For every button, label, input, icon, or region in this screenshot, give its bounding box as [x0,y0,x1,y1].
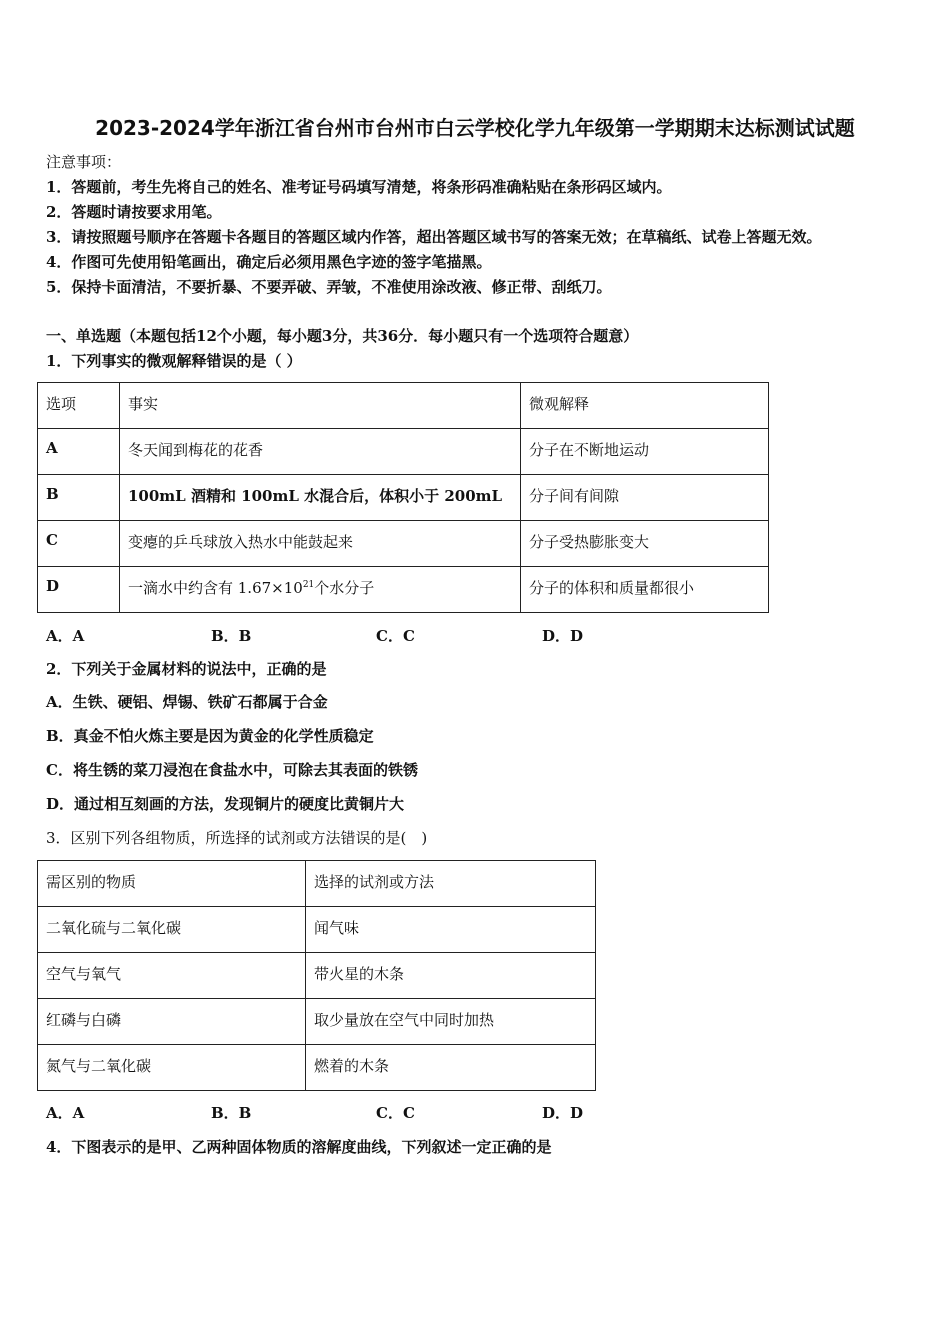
table-row [38,999,596,1045]
option-b[interactable]: B．B [211,1104,252,1122]
notice-item: 4．作图可先使用铅笔画出，确定后必须用黑色字迹的签字笔描黑。 [46,253,492,271]
table-cell: 分子的体积和质量都很小 [521,567,769,613]
notice-item: 5．保持卡面清洁，不要折暴、不要弄破、弄皱，不准使用涂改液、修正带、刮纸刀。 [46,278,612,296]
option-a[interactable]: A．A [46,627,85,645]
table-header-cell: 选项 [38,383,120,429]
table-header-cell: 需区别的物质 [38,861,306,907]
notice-item: 2．答题时请按要求用笔。 [46,203,222,221]
notice-item: 1．答题前，考生先将自己的姓名、准考证号码填写清楚，将条形码准确粘贴在条形码区域内。 [46,178,672,196]
notice-item: 3．请按照题号顺序在答题卡各题目的答题区域内作答，超出答题区域书写的答案无效；在草稿纸、试卷上答题无效。 [46,228,822,246]
option-d[interactable]: D．D [542,627,584,645]
question-3-stem: 3．区别下列各组物质，所选择的试剂或方法错误的是( ) [46,829,428,847]
page-title: 2023-2024学年浙江省台州市台州市白云学校化学九年级第一学期期末达标测试试题 [95,116,855,140]
table-cell: 分子间有间隙 [521,475,769,521]
table-cell: 红磷与白磷 [38,999,306,1045]
table-cell: 冬天闻到梅花的花香 [120,429,521,475]
table-cell: 取少量放在空气中同时加热 [306,999,596,1045]
option-a[interactable]: A．A [46,1104,85,1122]
table-header-cell: 微观解释 [521,383,769,429]
table-row [38,475,769,521]
table-row [38,1045,596,1091]
table-cell: 闻气味 [306,907,596,953]
fact-text: 一滴水中约含有 1.67×10 [128,579,303,597]
table-cell: 带火星的木条 [306,953,596,999]
table-cell: D [38,567,120,613]
section-heading: 一、单选题（本题包括12个小题，每小题3分，共36分．每小题只有一个选项符合题意） [46,327,639,345]
table-row [38,567,769,613]
table-cell [120,567,521,613]
table-cell: B [38,475,120,521]
table-cell: 空气与氧气 [38,953,306,999]
question-2-stem: 2．下列关于金属材料的说法中，正确的是 [46,660,327,678]
option-a[interactable]: A．生铁、硬铝、焊锡、铁矿石都属于合金 [46,693,328,711]
table-cell: 氮气与二氧化碳 [38,1045,306,1091]
table-header-row [38,383,769,429]
option-c[interactable]: C．C [376,627,415,645]
option-b[interactable]: B．真金不怕火炼主要是因为黄金的化学性质稳定 [46,727,374,745]
question-3-table [37,860,596,1091]
table-cell: 分子受热膨胀变大 [521,521,769,567]
option-d[interactable]: D．通过相互刻画的方法，发现铜片的硬度比黄铜片大 [46,795,405,813]
table-header-cell: 选择的试剂或方法 [306,861,596,907]
table-cell: 二氧化硫与二氧化碳 [38,907,306,953]
table-row [38,429,769,475]
option-c[interactable]: C．C [376,1104,415,1122]
question-4-stem: 4．下图表示的是甲、乙两种固体物质的溶解度曲线，下列叙述一定正确的是 [46,1138,552,1156]
fact-text: 个水分子 [314,579,375,597]
table-cell: 燃着的木条 [306,1045,596,1091]
option-c[interactable]: C．将生锈的菜刀浸泡在食盐水中，可除去其表面的铁锈 [46,761,418,779]
table-cell: 变瘪的乒乓球放入热水中能鼓起来 [120,521,521,567]
table-row [38,953,596,999]
table-cell: 分子在不断地运动 [521,429,769,475]
table-row [38,521,769,567]
table-cell: C [38,521,120,567]
table-cell: A [38,429,120,475]
exponent: 21 [302,580,315,590]
notice-heading: 注意事项： [46,153,122,171]
question-1-stem: 1．下列事实的微观解释错误的是（ ） [46,352,302,370]
table-cell: 100mL 酒精和 100mL 水混合后，体积小于 200mL [120,475,521,521]
table-header-cell: 事实 [120,383,521,429]
option-b[interactable]: B．B [211,627,252,645]
option-d[interactable]: D．D [542,1104,584,1122]
table-header-row [38,861,596,907]
table-row [38,907,596,953]
question-1-table [37,382,769,613]
